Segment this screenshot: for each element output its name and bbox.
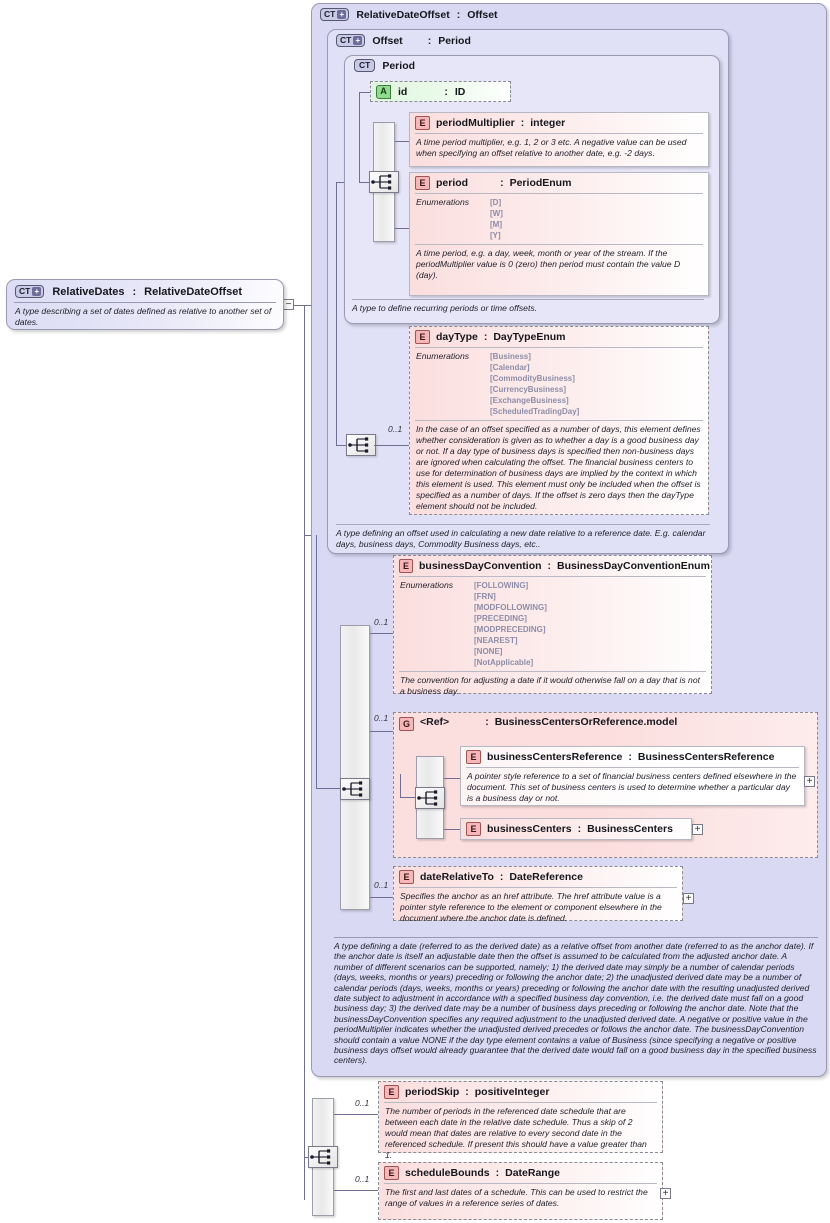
root-documentation: A type describing a set of dates defined as relative to another set of dates.	[14, 302, 276, 333]
separator: :	[427, 34, 432, 47]
element-date-relative-to[interactable]	[393, 866, 683, 921]
element-header	[379, 1082, 662, 1102]
element-name: scheduleBounds	[405, 1167, 490, 1179]
element-icon: E	[415, 330, 430, 344]
container-name: Offset	[372, 34, 403, 47]
separator: :	[628, 751, 632, 763]
connector-offset-seq-vert	[336, 182, 337, 445]
complextype-icon	[320, 8, 349, 21]
separator: :	[547, 560, 552, 572]
connector-seq-to-daterelativeto	[370, 897, 393, 898]
enumerations-label: Enumerations	[416, 351, 470, 361]
element-documentation: The first and last dates of a schedule. This can be used to restrict the range of values in a reference series of dates.	[384, 1183, 657, 1213]
occurrence-ref: 0..1	[374, 713, 389, 723]
connector-minus-right	[294, 305, 304, 306]
enumeration-value: [D]	[490, 198, 502, 207]
relative-date-offset-sequence-column	[340, 625, 370, 910]
element-type: BusinessDayConventionEnum	[557, 560, 710, 572]
complextype-badge-label: CT	[324, 9, 336, 20]
ref-group-sequence-icon[interactable]	[415, 787, 445, 809]
enumerations-label: Enumerations	[416, 197, 470, 207]
element-documentation: The convention for adjusting a date if it would otherwise fall on a day that is not a business day.	[399, 671, 706, 701]
enumeration-value: [Y]	[490, 231, 501, 240]
attribute-type: ID	[454, 85, 466, 98]
complextype-icon	[336, 34, 365, 47]
root-relative-dates-card[interactable]	[6, 279, 284, 330]
enumeration-value: [NEAREST]	[474, 636, 518, 645]
element-header	[394, 556, 711, 576]
connector-offset-seq-in	[336, 445, 346, 446]
element-type: PeriodEnum	[509, 177, 572, 189]
element-business-day-convention[interactable]	[393, 555, 712, 694]
element-enumerations	[415, 347, 703, 420]
enumeration-value: [Calendar]	[490, 363, 530, 372]
root-name: RelativeDates	[52, 285, 125, 298]
group-icon: G	[399, 717, 414, 731]
separator: :	[499, 871, 504, 883]
element-business-centers-reference[interactable]	[460, 746, 805, 806]
element-name: businessCentersReference	[487, 751, 623, 763]
complextype-icon	[354, 59, 375, 72]
enumeration-value: [MODFOLLOWING]	[474, 603, 547, 612]
separator: :	[483, 331, 488, 343]
element-header	[410, 173, 708, 193]
element-period-multiplier[interactable]	[409, 112, 709, 167]
element-icon: E	[384, 1166, 399, 1180]
element-type: BusinessCenters	[587, 823, 673, 835]
element-documentation: A time period multiplier, e.g. 1, 2 or 3 etc. A negative value can be used when specifying an offset relative to another date, e.g. -2 days.	[415, 133, 703, 163]
occurrence-schedulebounds: 0..1	[355, 1174, 370, 1184]
connector-seq-to-periodmultiplier	[395, 141, 409, 142]
connector-offset-seq-top	[336, 182, 344, 183]
element-header	[461, 819, 691, 839]
separator: :	[444, 85, 448, 98]
complextype-icon	[15, 285, 44, 298]
connector-root-trunk	[304, 305, 305, 1200]
element-header	[410, 327, 708, 347]
element-period-skip[interactable]	[378, 1081, 663, 1160]
root-header	[7, 280, 283, 302]
element-icon: E	[399, 870, 414, 884]
plus-glyph: +	[32, 287, 41, 296]
enumeration-value: [ExchangeBusiness]	[490, 396, 569, 405]
separator: :	[485, 716, 489, 728]
attribute-name: id	[398, 85, 408, 98]
sequence-glyph	[309, 1147, 337, 1167]
separator: :	[465, 1086, 469, 1098]
element-name: periodSkip	[405, 1086, 460, 1098]
element-documentation: The number of periods in the referenced date schedule that are between each date in the relative date schedule. Thus a skip of 2 would mean that dates are relative to every second date in the referenced schedule. If present this should have a value greater than 1.	[384, 1102, 657, 1165]
container-offset-header	[336, 34, 471, 47]
container-period-header	[354, 59, 415, 72]
group-header	[394, 713, 817, 734]
element-documentation: In the case of an offset specified as a number of days, this element defines whether consideration is given as to whether a day is a good business day or not. If a day type of business days is specified then non-business days are ignored when calculating the offset. The financial business centers to use for determination of business days are implied by the context in which this element is used. This element must only be included when the offset is specified as a number of days. If the offset is zero days then the dayType element should not be included.	[415, 420, 703, 516]
occurrence-periodskip: 0..1	[355, 1098, 370, 1108]
attribute-icon: A	[376, 85, 391, 99]
element-name: period	[436, 177, 469, 189]
connector-seq-to-daytype	[374, 445, 409, 446]
container-relative-date-offset-header	[320, 8, 498, 21]
enumeration-value: [M]	[490, 220, 502, 229]
connector-refgrp-in	[400, 797, 416, 798]
element-enumerations	[415, 193, 703, 244]
enumerations-label: Enumerations	[400, 580, 454, 590]
connector-bottom-to-schedulebounds	[334, 1190, 378, 1191]
enumeration-values	[490, 197, 503, 241]
separator: :	[456, 8, 461, 21]
group-type: BusinessCentersOrReference.model	[494, 716, 678, 728]
plus-glyph: +	[337, 10, 346, 19]
container-type: Offset	[467, 8, 498, 21]
root-type: RelativeDateOffset	[144, 285, 242, 298]
element-name: periodMultiplier	[436, 117, 515, 129]
connector-refgrp-to-bc	[444, 829, 460, 830]
root-collapse-expander[interactable]: −	[283, 299, 294, 310]
element-schedule-bounds[interactable]	[378, 1162, 663, 1220]
connector-rdo-seq-in	[316, 788, 340, 789]
container-type: Period	[438, 34, 471, 47]
connector-refgrp-to-bcr	[444, 778, 460, 779]
separator: :	[132, 285, 137, 298]
connector-seq-to-ref	[370, 731, 393, 732]
connector-period-attr-horiz	[359, 92, 370, 93]
enumeration-value: [W]	[490, 209, 503, 218]
separator: :	[495, 1167, 500, 1179]
period-sequence-icon[interactable]	[369, 171, 399, 193]
element-header	[394, 867, 682, 887]
separator: :	[500, 177, 504, 189]
element-type: integer	[530, 117, 566, 129]
element-icon: E	[415, 176, 430, 190]
connector-seq-to-bdc	[370, 633, 393, 634]
element-day-type[interactable]	[409, 326, 709, 515]
complextype-badge-label: CT	[19, 286, 31, 297]
element-header	[410, 113, 708, 133]
enumeration-values	[490, 351, 579, 417]
enumeration-value: [PRECEDING]	[474, 614, 527, 623]
container-name: Period	[382, 59, 416, 72]
element-header	[379, 1163, 662, 1183]
bottom-sequence-icon[interactable]	[308, 1146, 338, 1168]
occurrence-bdc: 0..1	[374, 617, 389, 627]
element-documentation: A pointer style reference to a set of financial business centers defined elsewhere in the document. This set of business centers is used to determine whether a particular day is a business day or not.	[466, 767, 799, 808]
sequence-glyph	[416, 788, 444, 808]
element-name: dayType	[436, 331, 478, 343]
element-type: DayTypeEnum	[493, 331, 566, 343]
element-icon: E	[399, 559, 413, 573]
sequence-glyph	[341, 779, 369, 799]
element-icon: E	[415, 116, 430, 130]
enumeration-value: [NotApplicable]	[474, 658, 534, 667]
business-centers-expander[interactable]: +	[692, 824, 703, 835]
offset-sequence-icon[interactable]	[346, 434, 376, 456]
container-name: RelativeDateOffset	[356, 8, 450, 21]
element-name: businessCenters	[487, 823, 572, 835]
connector-bottom-to-periodskip	[334, 1114, 378, 1115]
element-name: businessDayConvention	[419, 560, 542, 572]
element-icon: E	[466, 822, 481, 836]
plus-glyph: +	[353, 36, 362, 45]
enumeration-value: [NONE]	[474, 647, 503, 656]
enumeration-value: [ScheduledTradingDay]	[490, 407, 580, 416]
element-type: positiveInteger	[474, 1086, 550, 1098]
group-name: <Ref>	[420, 716, 450, 728]
element-icon: E	[466, 750, 481, 764]
connector-period-attr-vert	[359, 92, 360, 182]
complextype-badge-label: CT	[359, 60, 371, 71]
occurrence-daterelativeto: 0..1	[374, 880, 389, 890]
enumeration-value: [Business]	[490, 352, 531, 361]
element-icon: E	[384, 1085, 399, 1099]
sequence-glyph	[347, 435, 375, 455]
offset-type-documentation: A type defining an offset used in calculating a new date relative to a reference date. E.g. calendar days, business days, Commodity Business days, etc..	[336, 524, 710, 550]
connector-seq-to-period	[395, 228, 409, 229]
date-relative-to-expander[interactable]: +	[683, 893, 694, 904]
element-period[interactable]	[409, 172, 709, 296]
element-name: dateRelativeTo	[420, 871, 494, 883]
attribute-id[interactable]	[370, 81, 511, 102]
enumeration-value: [FOLLOWING]	[474, 581, 529, 590]
relative-date-offset-type-documentation: A type defining a date (referred to as the derived date) as a relative offset from another date (referred to as the anchor date). If the anchor date is itself an adjustable date then the offset is assumed to be calculated from the adjusted anchor date. A number of different scenarios can be supported, namely; 1) the derived date may simply be a number of calendar periods (days, weeks, months or years) preceding or following the anchor date; 2) the unadjusted derived date may be a number of calendar periods (days, weeks, months or years) preceding or following the anchor date with the resulting unadjusted derived date subject to adjustment in accordance with a specified business day convention, i.e. the derived date must fall on a good business day; 3) the derived date may be a number of business days preceding or following the anchor date. Note that the businessDayConvention specifies any required adjustment to the unadjusted derived date. A negative or positive value in the periodMultiplier indicates whether the unadjusted derived precedes or follows the anchor date. The businessDayConvention should contain a value NONE if the day type element contains a value of Business (since specifying a negative or positive business days offset would already guarantee that the derived date would fall on a good business day in the specified business centers).	[334, 937, 818, 1066]
enumeration-value: [FRN]	[474, 592, 496, 601]
enumeration-values	[474, 580, 547, 668]
occurrence-daytype: 0..1	[388, 424, 403, 434]
period-type-documentation: A type to define recurring periods or time offsets.	[352, 299, 704, 314]
element-type: DateReference	[509, 871, 583, 883]
element-type: DateRange	[505, 1167, 560, 1179]
connector-refgrp-in-vert	[400, 774, 401, 798]
element-documentation: A time period, e.g. a day, week, month or year of the stream. If the periodMultiplier value is 0 (zero) then period must contain the value D (day).	[415, 244, 703, 285]
relative-date-offset-sequence-icon[interactable]	[340, 778, 370, 800]
separator: :	[577, 823, 582, 835]
element-documentation: Specifies the anchor as an href attribute. The href attribute value is a pointer style reference to the element or component elsewhere in the document where the anchor date is defined.	[399, 887, 677, 928]
element-type: BusinessCentersReference	[637, 751, 775, 763]
sequence-glyph	[370, 172, 398, 192]
connector-rdo-seq-vert	[316, 535, 317, 788]
schedule-bounds-expander[interactable]: +	[660, 1188, 671, 1199]
enumeration-value: [CommodityBusiness]	[490, 374, 575, 383]
enumeration-value: [CurrencyBusiness]	[490, 385, 567, 394]
element-header	[461, 747, 804, 767]
element-business-centers[interactable]	[460, 818, 692, 840]
enumeration-value: [MODPRECEDING]	[474, 625, 546, 634]
complextype-badge-label: CT	[340, 35, 352, 46]
separator: :	[520, 117, 525, 129]
business-centers-reference-expander[interactable]: +	[804, 776, 815, 787]
element-enumerations	[399, 576, 706, 671]
